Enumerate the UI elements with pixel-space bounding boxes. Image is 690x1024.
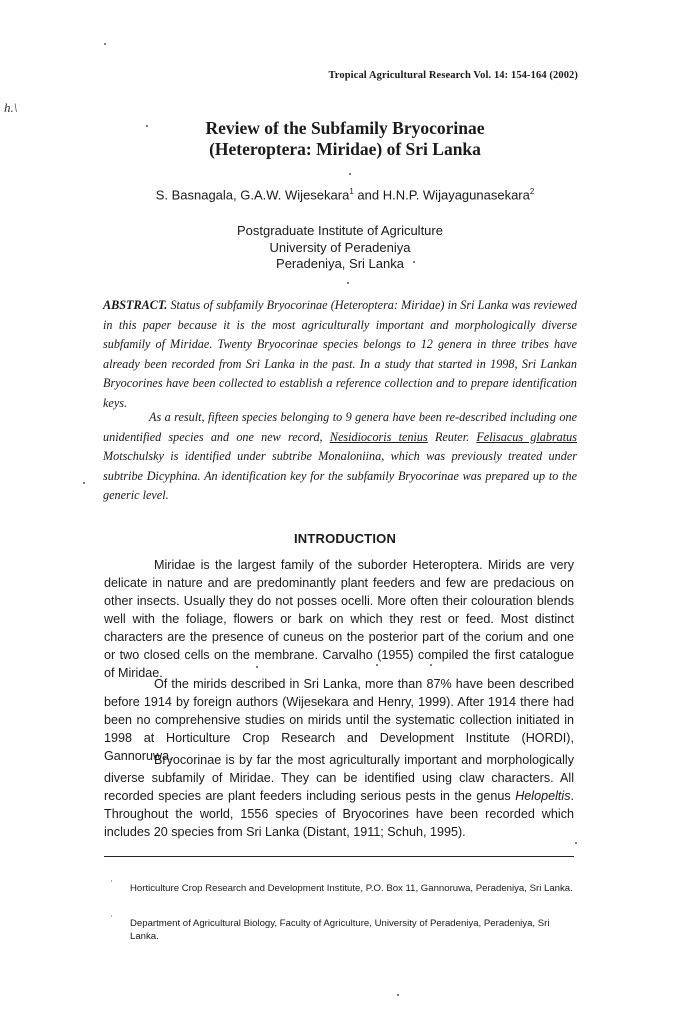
- intro-p3-text-a: Bryocorinae is by far the most agriculturally important and morphologically diverse subfamily of Miridae. They can be identified using claw characters. All recorded species are plant feeders including serious pests in the genus: [104, 753, 574, 803]
- abstract-paragraph-1: [103, 296, 577, 414]
- title-line-2: (Heteroptera: Miridae) of Sri Lanka: [209, 139, 481, 159]
- abstract-text-2b: Reuter.: [427, 429, 477, 444]
- footnote-1: Horticulture Crop Research and Development Institute, P.O. Box 11, Gannoruwa, Peradeniya, Sri Lanka.: [130, 883, 573, 894]
- abstract-text-2c: Motschulsky is identified under subtribe Monaloniina, which was previously treated under subtribe Dicyphina. An identification key for the subfamily Bryocorinae was prepared up to the generic level.: [103, 449, 577, 503]
- scan-speck: [430, 664, 432, 666]
- footnote-marker-1: ·: [110, 876, 113, 886]
- authors-part-a: S. Basnagala, G.A.W. Wijesekara: [155, 187, 350, 203]
- section-heading-introduction: INTRODUCTION: [293, 531, 397, 546]
- scan-speck: [376, 664, 378, 666]
- scan-speck: [347, 282, 349, 284]
- affiliation: [0, 223, 680, 273]
- scan-speck: [104, 43, 106, 45]
- authors-part-b: and H.N.P. Wijayagunasekara: [353, 187, 530, 203]
- intro-paragraph-3: [104, 751, 574, 841]
- journal-header: Tropical Agricultural Research Vol. 14: 154-164 (2002): [328, 70, 578, 81]
- abstract-text-1: Status of subfamily Bryocorinae (Heteroptera: Miridae) in Sri Lanka was reviewed in this paper because it is the most agriculturally important and morphologically diverse subfamily of Miridae. Twenty Bryocorinae species belongs to 12 genera in three tribes have already been recorded from Sri Lanka in the past. In a study that started in 1998, Sri Lankan Bryocorines have been collected to establish a reference collection and to prepare identification keys.: [103, 298, 578, 410]
- intro-p3-text-b: . Throughout the world, 1556 species of Bryocorines have been recorded which includes 20 species from Sri Lanka (Distant, 1911; Schuh, 1995).: [104, 789, 574, 839]
- scan-speck: [575, 842, 577, 844]
- author-list: [0, 187, 690, 202]
- scan-speck: [397, 994, 399, 996]
- author-sup-1: 1: [349, 187, 354, 196]
- affiliation-line-3: Peradeniya, Sri Lanka: [276, 256, 404, 271]
- genus-helopeltis: Helopeltis: [515, 789, 571, 803]
- scan-speck: [146, 125, 148, 127]
- footnote-marker-2: ·: [110, 911, 113, 921]
- footnote-2: Department of Agricultural Biology, Faculty of Agriculture, University of Peradeniya, Peradeniya, Sri Lanka.: [130, 918, 550, 942]
- intro-paragraph-1: Miridae is the largest family of the suborder Heteroptera. Mirids are very delicate in nature and are predominantly plant feeders and few are predacious on other insects. Usually they do not posses ocelli. More often their colouration blends well with the foliage, flowers or bark on which they rest or feed. Most distinct characters are the presence of cuneus on the posterior part of the corium and one or two closed cells on the membrane. Carvalho (1955) compiled the first catalogue of Miridae.: [104, 558, 574, 680]
- abstract-label: ABSTRACT.: [103, 298, 168, 312]
- author-sup-2: 2: [529, 187, 535, 196]
- intro-paragraph-2: Of the mirids described in Sri Lanka, more than 87% have been described before 1914 by foreign authors (Wijesekara and Henry, 1999). After 1914 there had been no comprehensive studies on mirids until the systematic collection initiated in 1998 at Horticulture Crop Research and Development Institute (HORDI), Gannoruwa.: [104, 677, 574, 763]
- abstract-paragraph-2: [103, 408, 577, 506]
- scan-speck: [349, 173, 351, 175]
- scan-speck: [256, 666, 258, 668]
- scan-speck: [413, 261, 415, 263]
- margin-handwriting: h.\: [4, 100, 18, 115]
- affiliation-line-1: Postgraduate Institute of Agriculture: [237, 223, 443, 238]
- title-line-1: Review of the Subfamily Bryocorinae: [205, 118, 485, 138]
- paper-title: [0, 118, 690, 160]
- footnote-divider: [104, 856, 574, 857]
- affiliation-line-2: University of Peradeniya: [269, 239, 411, 255]
- scan-speck: [83, 482, 85, 484]
- species-nesidiocoris: Nesidiocoris tenius: [329, 429, 428, 444]
- species-felisacus: Felisacus glabratus: [476, 429, 578, 444]
- abstract-text-2a: As a result, fifteen species belonging to 9 genera have been re-described including one unidentified species and one new record,: [103, 410, 577, 444]
